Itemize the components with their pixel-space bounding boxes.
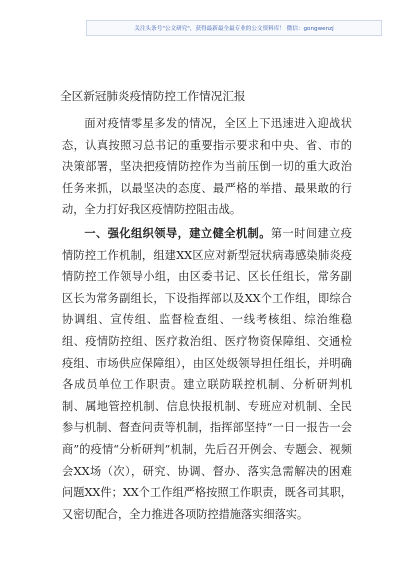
paragraph-text: 面对疫情零星多发的情况，全区上下迅速进入迎战状态，认真按照习总书记的重要指示要求和中央、省、市的决策部署，坚决把疫情防控作为当前压倒一切的重大政治任务来抓，以最坚决的态度、最严格的举措、最果敢的行动，全力打好我区疫情防控阻击战。 — [62, 117, 352, 217]
promo-banner-text: 关注头条号"公文研究"，获得最新最全最专业的公文资料库！ 微信：gongwenzj — [134, 26, 334, 32]
body-paragraph-intro — [62, 113, 352, 221]
section-heading: 一、强化组织领导，建立健全机制。 — [84, 226, 271, 240]
promo-banner — [86, 20, 382, 36]
document-title: 全区新冠肺炎疫情防控工作情况汇报 — [60, 89, 246, 103]
paragraph-text: 第一时间建立疫情防控工作机制，组建XX区应对新型冠状病毒感染肺炎疫情防控工作领导小组，由区委书记、区长任组长，常务副区长为常务副组长，下设指挥部以及XX个工作组，即综合协调组、宣传组、监督检查组、一线考核组、综治维稳组、疫情防控组、医疗救治组、医疗物资保障组、交通检疫组、市场供应保障组），由区处级领导担任组长，并明确各成员单位工作职责。建立联防联控机制、分析研判机制、属地管控机制、信息快报机制、专班应对机制、全民参与机制、督查问责等机制，指挥部坚持“一日一报告一会商”的疫情“分析研判”机制，先后召开例会、专题会、视频会XX场（次），研究、协调、督办、落实急需解决的困难问题XX件；XX个工作组严格按照工作职责，既各司其职，又密切配合，全力推进各项防控措施落实细落实。 — [62, 227, 352, 521]
body-paragraph-section-one — [62, 223, 352, 525]
